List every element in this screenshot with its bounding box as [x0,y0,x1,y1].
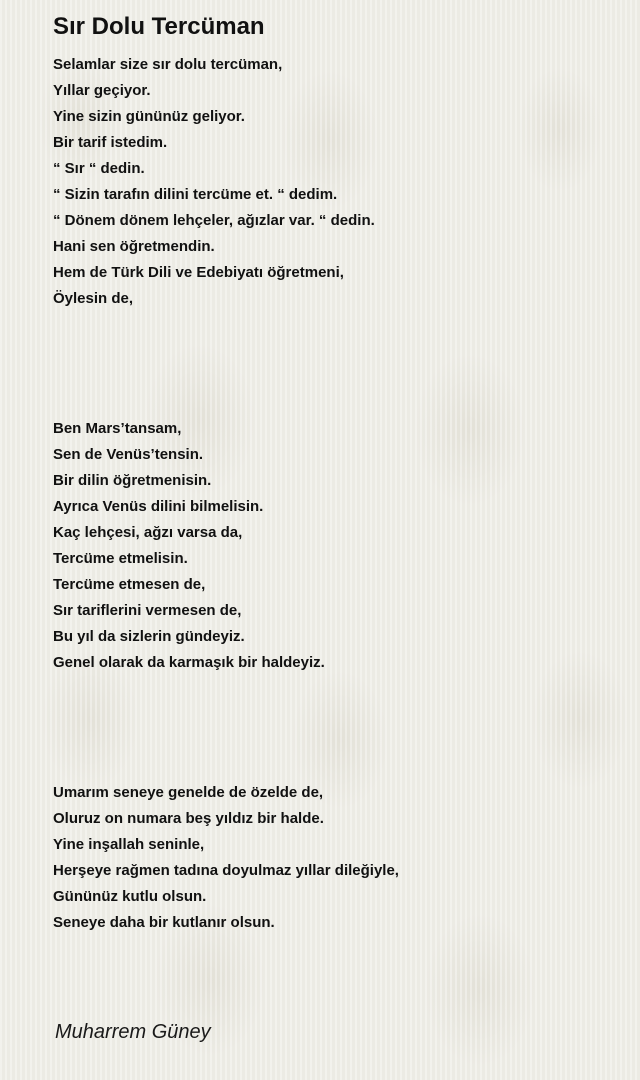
poem-line: Hani sen öğretmendin. [53,238,215,255]
poem-line: Umarım seneye genelde de özelde de, [53,784,324,801]
poem-body [53,52,613,1040]
poem-line: Bir tarif istedim. [53,134,168,151]
poem-line: “ Sizin tarafın dilini tercüme et. “ dedim. [53,186,338,203]
stanza-2 [53,416,613,676]
poem-line: Bir dilin öğretmenisin. [53,472,212,489]
poem-line: Ayrıca Venüs dilini bilmelisin. [53,498,264,515]
poem-title: Sır Dolu Tercüman [53,13,265,40]
poem-line: Oluruz on numara beş yıldız bir halde. [53,810,324,827]
poem-line: Herşeye rağmen tadına doyulmaz yıllar dileğiyle, [53,862,399,879]
stanza-1 [53,52,613,312]
poem-line: “ Dönem dönem lehçeler, ağızlar var. “ dedin. [53,212,375,229]
poem-line: Hem de Türk Dili ve Edebiyatı öğretmeni, [53,264,344,281]
poem-line: Sen de Venüs’tensin. [53,446,204,463]
poem-line: Seneye daha bir kutlanır olsun. [53,914,275,931]
poem-line: Genel olarak da karmaşık bir haldeyiz. [53,654,325,671]
poem-line: Yine inşallah seninle, [53,836,205,853]
poem-line: “ Sır “ dedin. [53,160,145,177]
poem-line: Selamlar size sır dolu tercüman, [53,56,283,73]
poem-line: Tercüme etmesen de, [53,576,206,593]
poem-line: Öylesin de, [53,290,134,307]
poem-line: Sır tariflerini vermesen de, [53,602,242,619]
poem-line: Bu yıl da sizlerin gündeyiz. [53,628,245,645]
poem-line: Tercüme etmelisin. [53,550,188,567]
poem-line: Yıllar geçiyor. [53,82,151,99]
poem-line: Ben Mars’tansam, [53,420,182,437]
author-name: Muharrem Güney [55,1021,211,1043]
poem-line: Gününüz kutlu olsun. [53,888,207,905]
poem-line: Kaç lehçesi, ağzı varsa da, [53,524,243,541]
poem-line: Yine sizin gününüz geliyor. [53,108,245,125]
stanza-3 [53,780,613,936]
